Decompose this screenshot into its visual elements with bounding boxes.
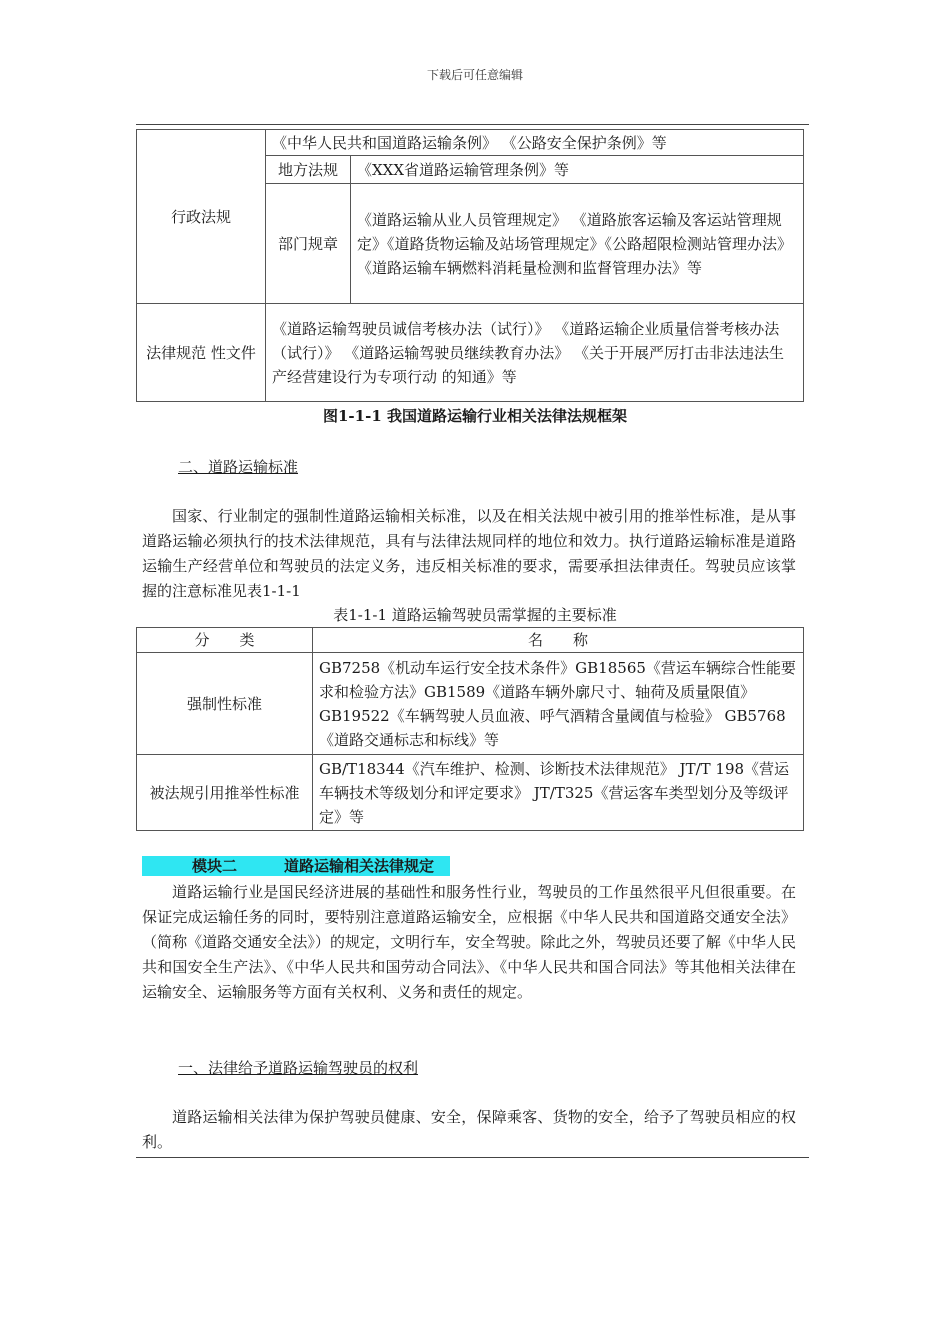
module-label: 模块二 bbox=[192, 857, 238, 875]
module-paragraph: 道路运输行业是国民经济进展的基础性和服务性行业，驾驶员的工作虽然很平凡但很重要。在保证完成运输任务的同时，要特别注意道路运输安全，应根据《中华人民共和国道路交通安全法》（简称《道路交通安全法》）的规定，文明行车，安全驾驶。除此之外，驾驶员还要了解《中华人民共和国安全生产法》、《中华人民共和国劳动合同法》、《中华人民共和国合同法》等其他相关法律在运输安全、运输服务等方面有关权利、义务和责任的规定。 bbox=[142, 883, 796, 1001]
section-paragraph: 国家、行业制定的强制性道路运输相关标准，以及在相关法规中被引用的推举性标准，是从事道路运输必须执行的技术法律规范，具有与法律法规同样的地位和效力。执行道路运输标准是道路运输生产经营单位和驾驶员的法定义务，违反相关标准的要求，需要承担法律责任。驾驶员应该掌握的注意标准见表1-1-1 bbox=[142, 507, 796, 600]
table-cell: 《XXX省道路运输管理条例》等 bbox=[351, 156, 804, 184]
table-cell: 《道路运输驾驶员诚信考核办法（试行）》 《道路运输企业质量信誉考核办法（试行）》 《道路运输驾驶员继续教育办法》 《关于开展严厉打击非法违法生产经营建设行为专项行动 的知通》等 bbox=[266, 304, 804, 402]
footer-rule bbox=[136, 1157, 809, 1158]
figure-caption: 图1-1-1 我国道路运输行业相关法律法规框架 bbox=[323, 407, 627, 425]
page-header: 下载后可任意编辑 bbox=[426, 68, 523, 82]
column-header: 分 类 bbox=[137, 628, 313, 653]
module-title: 道路运输相关法律规定 bbox=[284, 857, 435, 875]
subcategory-local-regulations: 地方法规 bbox=[266, 156, 351, 184]
section-paragraph: 道路运输相关法律为保护驾驶员健康、安全，保障乘客、货物的安全，给予了驾驶员相应的权利。 bbox=[142, 1108, 796, 1151]
section-heading: 二、道路运输标准 bbox=[178, 458, 299, 476]
category-normative-documents: 法律规范 性文件 bbox=[137, 304, 266, 402]
standard-list: GB7258《机动车运行安全技术条件》GB18565《营运车辆综合性能要求和检验方法》GB1589《道路车辆外廓尺寸、轴荷及质量限值》GB19522《车辆驾驶人员血液、呼气酒精含量阈值与检验》 GB5768《道路交通标志和标线》等 bbox=[313, 653, 804, 755]
category-admin-regulations: 行政法规 bbox=[137, 130, 266, 304]
module-heading bbox=[142, 856, 450, 876]
standards-table bbox=[136, 627, 804, 831]
table-caption: 表1-1-1 道路运输驾驶员需掌握的主要标准 bbox=[333, 606, 617, 624]
column-header: 名 称 bbox=[313, 628, 804, 653]
subcategory-department-rules: 部门规章 bbox=[266, 184, 351, 304]
standard-category: 被法规引用推举性标准 bbox=[137, 755, 313, 831]
standard-list: GB/T18344《汽车维护、检测、诊断技术法律规范》 JT/T 198《营运车辆技术等级划分和评定要求》 JT/T325《营运客车类型划分及等级评定》等 bbox=[313, 755, 804, 831]
table-cell: 《中华人民共和国道路运输条例》 《公路安全保护条例》等 bbox=[266, 130, 804, 156]
legal-framework-table bbox=[136, 129, 804, 402]
standard-category: 强制性标准 bbox=[137, 653, 313, 755]
header-rule bbox=[136, 124, 809, 125]
table-cell: 《道路运输从业人员管理规定》 《道路旅客运输及客运站管理规定》《道路货物运输及站场管理规定》《公路超限检测站管理办法》《道路运输车辆燃料消耗量检测和监督管理办法》等 bbox=[351, 184, 804, 304]
section-heading: 一、法律给予道路运输驾驶员的权利 bbox=[178, 1059, 419, 1077]
